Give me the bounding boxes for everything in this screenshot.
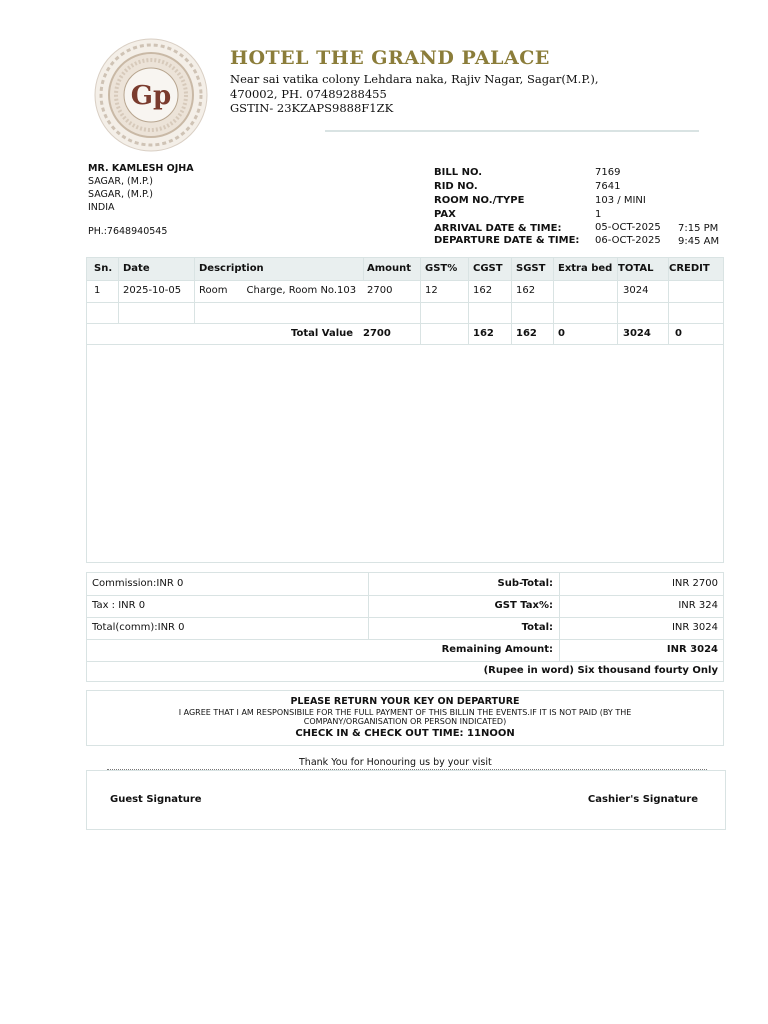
amount-in-words: (Rupee in word) Six thousand fourty Only [483, 665, 718, 676]
table-cell-total: 3024 [623, 285, 649, 296]
departure-time: 9:45 AM [678, 236, 720, 247]
total-label: Total: [521, 622, 553, 633]
notice-agreement-cont: COMPANY/ORGANISATION OR PERSON INDICATED) [303, 717, 507, 726]
room-value: 103 / MINI [595, 195, 646, 206]
departure-date: 06-OCT-2025 [595, 235, 661, 246]
gst-tax-value: INR 324 [678, 600, 718, 611]
notice-box [86, 690, 724, 746]
summary-row-divider [87, 617, 723, 618]
table-col-divider [363, 258, 364, 280]
column-header-sn: Sn. [94, 263, 113, 274]
total-value-label: Total Value [291, 328, 354, 339]
total-total: 3024 [623, 328, 651, 339]
hotel-name: HOTEL THE GRAND PALACE [230, 47, 550, 69]
table-row-divider [87, 280, 723, 281]
table-col-divider [118, 258, 119, 323]
table-row-divider [87, 302, 723, 303]
hotel-address-line2: 470002, PH. 07489288455 [230, 87, 387, 101]
departure-label: DEPARTURE DATE & TIME: [434, 235, 580, 246]
room-label: ROOM NO./TYPE [434, 195, 525, 206]
header-divider [325, 130, 699, 132]
tax: Tax : INR 0 [92, 600, 146, 611]
table-col-divider [468, 258, 469, 344]
table-row-divider [87, 344, 723, 345]
total-value: INR 3024 [671, 622, 718, 633]
summary-row-divider [87, 639, 723, 640]
table-cell-amount: 2700 [367, 285, 393, 296]
summary-table [86, 572, 724, 682]
table-row-divider [87, 323, 723, 324]
column-header-total: TOTAL [618, 263, 654, 274]
guest-signature-label: Guest Signature [110, 794, 202, 805]
pax-label: PAX [434, 209, 456, 220]
table-cell-date: 2025-10-05 [123, 285, 182, 296]
guest-phone: PH.:7648940545 [88, 226, 168, 237]
arrival-date: 05-OCT-2025 [595, 222, 661, 233]
guest-address-line: SAGAR, (M.P.) [88, 176, 153, 187]
table-col-divider [194, 258, 195, 323]
logo-text: Gp [130, 81, 172, 111]
table-cell-cgst: 162 [473, 285, 493, 296]
column-header-credit: CREDIT [669, 263, 710, 274]
table-col-divider [511, 258, 512, 344]
total-credit: 0 [675, 328, 682, 339]
guest-country: INDIA [88, 202, 115, 213]
total-cgst: 162 [473, 328, 494, 339]
hotel-gstin: GSTIN- 23KZAPS9888F1ZK [230, 101, 394, 115]
gst-tax-label: GST Tax%: [494, 600, 553, 611]
cashier-signature-label: Cashier's Signature [587, 794, 698, 805]
total-sgst: 162 [516, 328, 537, 339]
subtotal-label: Sub-Total: [497, 578, 553, 589]
guest-name: MR. KAMLESH OJHA [88, 163, 194, 174]
table-cell-description: Room Charge, Room No.103 [199, 285, 357, 296]
rid-no: 7641 [595, 181, 621, 192]
column-header-extra-bed: Extra bed [558, 263, 613, 274]
rid-no-label: RID NO. [434, 181, 478, 192]
table-cell-gst: 12 [425, 285, 438, 296]
column-header-description: Description [199, 263, 264, 274]
table-col-divider [553, 258, 554, 344]
summary-row-divider [87, 661, 723, 662]
notice-return-key: PLEASE RETURN YOUR KEY ON DEPARTURE [290, 696, 520, 707]
column-header-cgst: CGST [473, 263, 503, 274]
items-table [86, 257, 724, 563]
notice-agreement: I AGREE THAT I AM RESPONSIBILE FOR THE FULL PAYMENT OF THIS BILLIN THE EVENTS.IF IT IS NOT PAID (BY THE [178, 708, 632, 717]
remaining-amount-value: INR 3024 [666, 644, 718, 655]
signature-box [86, 770, 726, 830]
notice-checkin-time: CHECK IN & CHECK OUT TIME: 11NOON [295, 728, 515, 739]
arrival-label: ARRIVAL DATE & TIME: [434, 223, 562, 234]
bill-no: 7169 [595, 167, 621, 178]
guest-address-line: SAGAR, (M.P.) [88, 189, 153, 200]
pax-value: 1 [595, 209, 602, 220]
total-amount: 2700 [363, 328, 391, 339]
remaining-amount-label: Remaining Amount: [441, 644, 553, 655]
column-header-sgst: SGST [516, 263, 546, 274]
bill-no-label: BILL NO. [434, 167, 483, 178]
total-extra-bed: 0 [558, 328, 565, 339]
column-header-date: Date [123, 263, 150, 274]
table-col-divider [420, 258, 421, 344]
column-header-amount: Amount [367, 263, 412, 274]
table-cell-sgst: 162 [516, 285, 536, 296]
hotel-logo [92, 36, 210, 154]
commission: Commission:INR 0 [92, 578, 184, 589]
thanks-dotted-line [107, 769, 707, 770]
hotel-address-line1: Near sai vatika colony Lehdara naka, Rajiv Nagar, Sagar(M.P.), [230, 72, 599, 86]
subtotal-value: INR 2700 [671, 578, 718, 589]
thank-you-message: Thank You for Honouring us by your visit [296, 757, 495, 768]
summary-col-divider [559, 573, 560, 661]
total-commission: Total(comm):INR 0 [92, 622, 185, 633]
summary-row-divider [87, 595, 723, 596]
table-cell-sn: 1 [94, 285, 101, 296]
hotel-logo-mandala-icon [92, 36, 210, 154]
column-header-gst: GST% [425, 263, 458, 274]
summary-col-divider [368, 573, 369, 639]
arrival-time: 7:15 PM [678, 223, 719, 234]
